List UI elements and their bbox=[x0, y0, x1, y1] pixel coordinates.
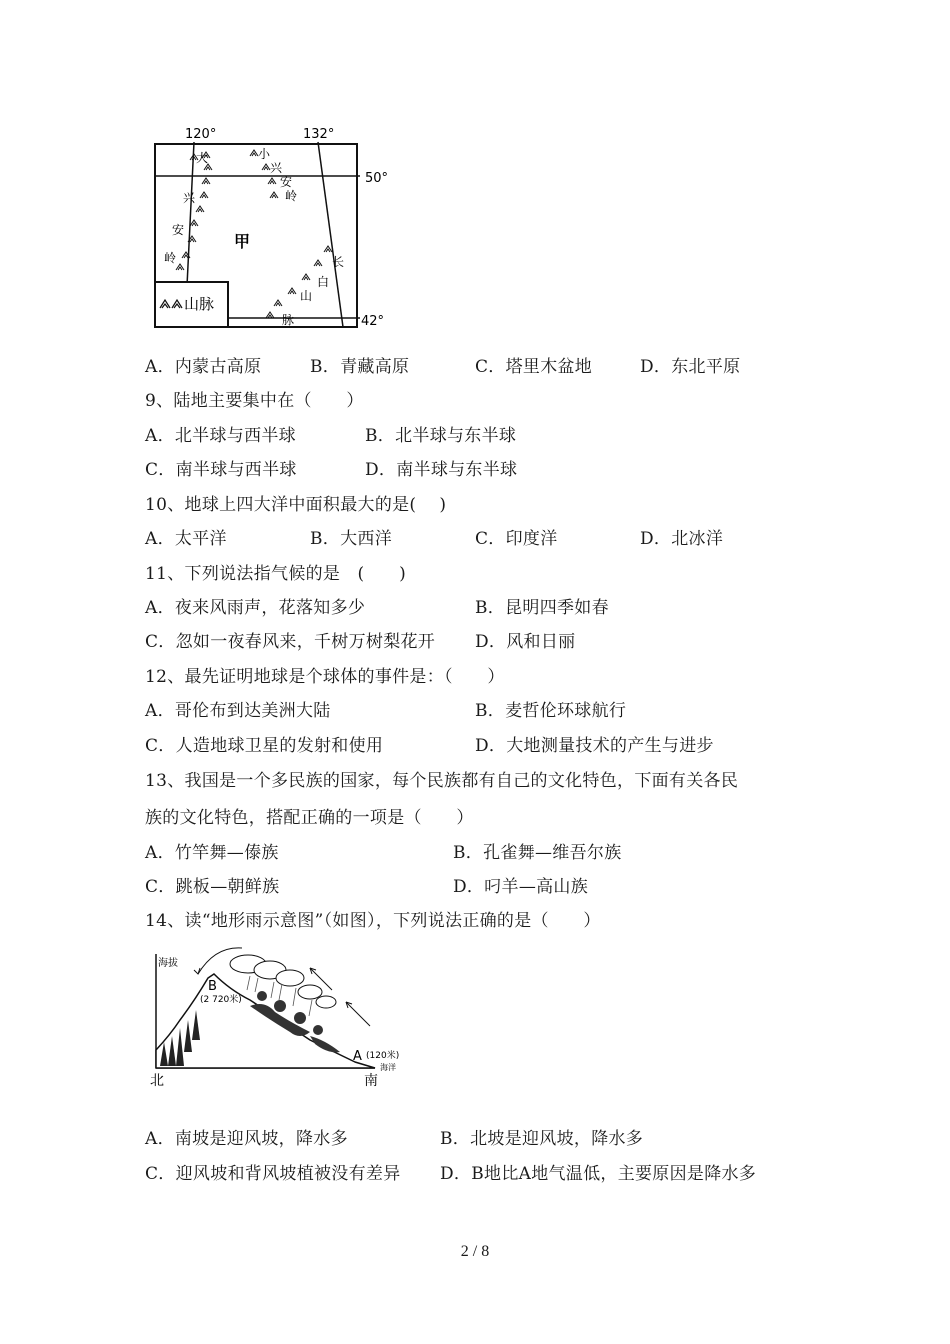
range1-char-0: 大 bbox=[196, 151, 209, 165]
lon-132-line bbox=[318, 142, 343, 327]
altitude-label: 海拔 bbox=[158, 958, 178, 969]
q11-option-b[interactable]: B．昆明四季如春 bbox=[475, 598, 609, 618]
q14-option-a[interactable]: A．南坡是迎风坡，降水多 bbox=[145, 1129, 348, 1149]
range3-char-1: 白 bbox=[317, 275, 330, 289]
point-a-label: A bbox=[353, 1049, 362, 1064]
q9-option-b[interactable]: B．北半球与东半球 bbox=[365, 426, 517, 446]
q14-option-b[interactable]: B．北坡是迎风坡，降水多 bbox=[440, 1129, 644, 1149]
map-region-label: 甲 bbox=[234, 232, 251, 251]
point-a-height: (120米) bbox=[366, 1051, 400, 1061]
point-b-label: B bbox=[208, 979, 217, 994]
q9-option-a[interactable]: A．北半球与西半球 bbox=[145, 426, 296, 446]
q11-option-a[interactable]: A．夜来风雨声，花落知多少 bbox=[145, 598, 366, 618]
q13-option-a[interactable]: A．竹竿舞—傣族 bbox=[145, 843, 279, 863]
q14-question: 14、读“地形雨示意图”（如图），下列说法正确的是（ ） bbox=[145, 911, 601, 931]
q9-option-d[interactable]: D．南半球与东半球 bbox=[365, 460, 518, 480]
range2-char-1: 兴 bbox=[270, 161, 283, 175]
q8-option-d[interactable]: D．东北平原 bbox=[640, 357, 741, 377]
q11-question: 11、下列说法指气候的是 ( ) bbox=[145, 564, 406, 584]
q10-option-b[interactable]: B．大西洋 bbox=[310, 529, 392, 549]
mountain-profile bbox=[156, 974, 375, 1068]
q14-option-c[interactable]: C．迎风坡和背风坡植被没有差异 bbox=[145, 1164, 401, 1184]
q11-option-c[interactable]: C．忽如一夜春风来，千树万树梨花开 bbox=[145, 632, 436, 652]
q13-question-line2: 族的文化特色，搭配正确的一项是（ ） bbox=[145, 808, 474, 828]
q10-option-d[interactable]: D．北冰洋 bbox=[640, 529, 724, 549]
q10-option-a[interactable]: A．太平洋 bbox=[145, 529, 227, 549]
range3-char-0: 长 bbox=[332, 255, 345, 269]
north-label: 北 bbox=[150, 1073, 164, 1089]
range3-char-3: 脉 bbox=[282, 313, 295, 327]
q13-option-c[interactable]: C．跳板—朝鲜族 bbox=[145, 877, 280, 897]
map-lat-bottom: 42° bbox=[361, 314, 385, 329]
q11-option-d[interactable]: D．风和日丽 bbox=[475, 632, 576, 652]
q10-option-c[interactable]: C．印度洋 bbox=[475, 529, 558, 549]
q9-question: 9、陆地主要集中在（ ） bbox=[145, 391, 364, 411]
q10-question: 10、地球上四大洋中面积最大的是( ) bbox=[145, 495, 447, 515]
range1-char-2: 安 bbox=[172, 223, 185, 237]
q9-option-c[interactable]: C．南半球与西半球 bbox=[145, 460, 297, 480]
map-lat-top: 50° bbox=[365, 171, 389, 186]
q8-option-c[interactable]: C．塔里木盆地 bbox=[475, 357, 593, 377]
range1-char-3: 岭 bbox=[164, 251, 177, 265]
range1-char-1: 兴 bbox=[183, 191, 196, 205]
q13-option-b[interactable]: B．孔雀舞—维吾尔族 bbox=[453, 843, 622, 863]
q12-option-c[interactable]: C．人造地球卫星的发射和使用 bbox=[145, 736, 384, 756]
point-b-height: (2 720米) bbox=[200, 995, 242, 1005]
map-lon-left: 120° bbox=[185, 127, 217, 142]
south-label: 南 bbox=[364, 1073, 378, 1089]
range3-char-2: 山 bbox=[300, 289, 313, 303]
northeast-map bbox=[150, 120, 400, 335]
page-number: 2 / 8 bbox=[460, 1243, 490, 1260]
range2-char-3: 岭 bbox=[285, 189, 298, 203]
q13-option-d[interactable]: D．叼羊—高山族 bbox=[453, 877, 589, 897]
map-lon-right: 132° bbox=[303, 127, 335, 142]
q14-option-d[interactable]: D．B地比A地气温低，主要原因是降水多 bbox=[440, 1164, 757, 1184]
q8-option-b[interactable]: B．青藏高原 bbox=[310, 357, 410, 377]
range2-char-0: 小 bbox=[258, 147, 271, 161]
map-legend-label: 山脉 bbox=[184, 295, 215, 313]
range2-char-2: 安 bbox=[280, 175, 293, 189]
q13-question-line1: 13、我国是一个多民族的国家，每个民族都有自己的文化特色，下面有关各民 bbox=[145, 771, 739, 791]
orographic-rain-diagram bbox=[150, 940, 430, 1090]
q12-option-a[interactable]: A．哥伦布到达美洲大陆 bbox=[145, 701, 331, 721]
q8-option-a[interactable]: A．内蒙古高原 bbox=[145, 357, 262, 377]
sea-label: 海洋 bbox=[380, 1063, 396, 1072]
q12-question: 12、最先证明地球是个球体的事件是：（ ） bbox=[145, 667, 505, 687]
q12-option-b[interactable]: B．麦哲伦环球航行 bbox=[475, 701, 627, 721]
q12-option-d[interactable]: D．大地测量技术的产生与进步 bbox=[475, 736, 714, 756]
